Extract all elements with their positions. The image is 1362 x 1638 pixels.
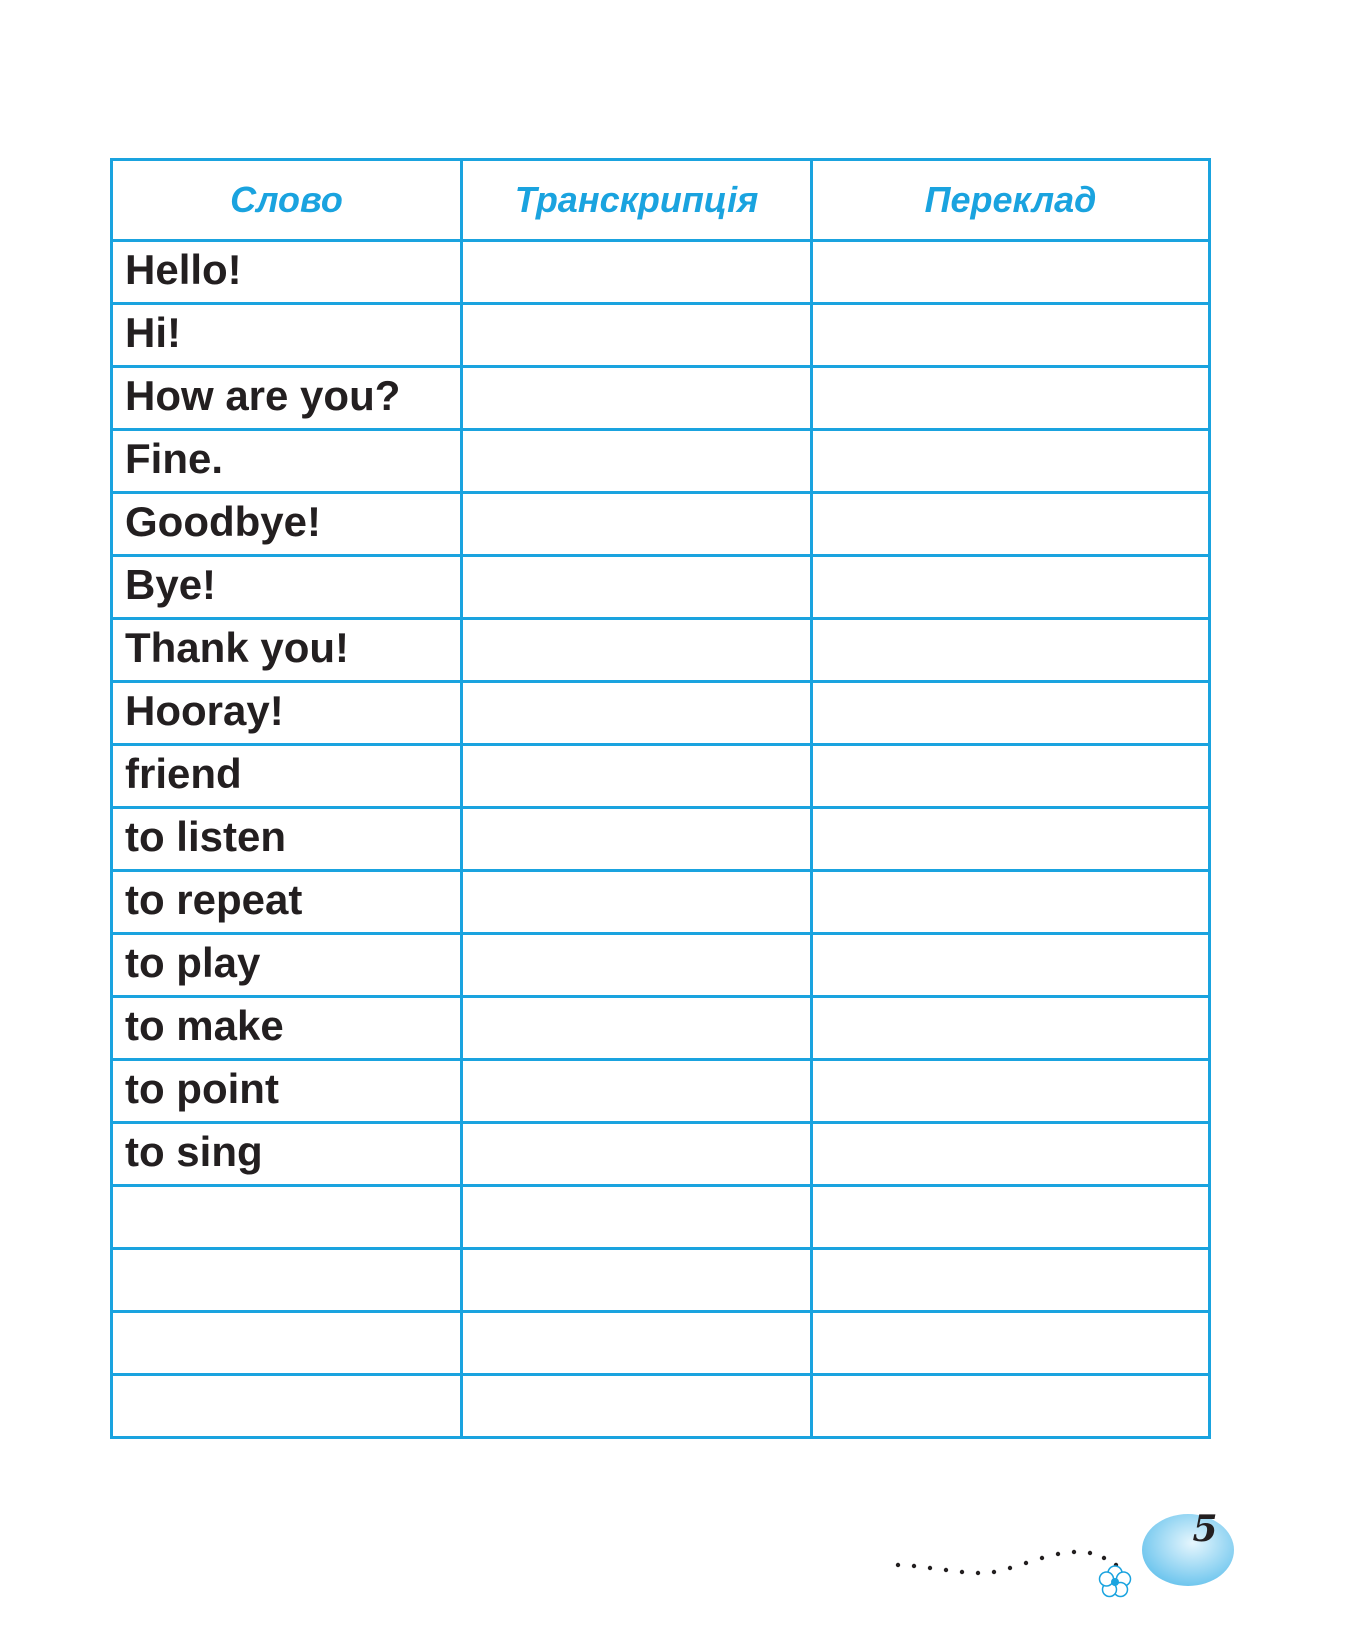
- table-row: [112, 1312, 1210, 1375]
- word-cell: Hi!: [112, 304, 462, 367]
- word-cell: to sing: [112, 1123, 462, 1186]
- translation-cell[interactable]: [812, 619, 1210, 682]
- word-cell: to play: [112, 934, 462, 997]
- translation-cell[interactable]: [812, 1186, 1210, 1249]
- table-row: [112, 619, 1210, 682]
- translation-cell[interactable]: [812, 241, 1210, 304]
- translation-cell[interactable]: [812, 997, 1210, 1060]
- word-cell: to listen: [112, 808, 462, 871]
- page-number: 5: [1192, 1508, 1218, 1550]
- word-cell: [112, 1312, 462, 1375]
- word-cell: Fine.: [112, 430, 462, 493]
- page-number-decoration: [890, 1490, 1240, 1600]
- table-row: [112, 367, 1210, 430]
- table-row: [112, 1375, 1210, 1438]
- table-row: [112, 241, 1210, 304]
- word-cell: friend: [112, 745, 462, 808]
- word-cell: [112, 1375, 462, 1438]
- transcription-cell[interactable]: [462, 1312, 812, 1375]
- translation-cell[interactable]: [812, 934, 1210, 997]
- translation-cell[interactable]: [812, 1375, 1210, 1438]
- transcription-cell[interactable]: [462, 619, 812, 682]
- translation-cell[interactable]: [812, 430, 1210, 493]
- table-row: [112, 745, 1210, 808]
- table-row: [112, 556, 1210, 619]
- translation-cell[interactable]: [812, 808, 1210, 871]
- table-row: [112, 1123, 1210, 1186]
- header-word: Слово: [112, 160, 462, 241]
- translation-cell[interactable]: [812, 493, 1210, 556]
- translation-cell[interactable]: [812, 1060, 1210, 1123]
- word-cell: to repeat: [112, 871, 462, 934]
- vocabulary-table: [110, 158, 1211, 1439]
- word-cell: How are you?: [112, 367, 462, 430]
- transcription-cell[interactable]: [462, 367, 812, 430]
- dotted-trail: [896, 1550, 1118, 1575]
- transcription-cell[interactable]: [462, 430, 812, 493]
- word-cell: to make: [112, 997, 462, 1060]
- translation-cell[interactable]: [812, 871, 1210, 934]
- table-row: [112, 1249, 1210, 1312]
- word-cell: to point: [112, 1060, 462, 1123]
- transcription-cell[interactable]: [462, 1060, 812, 1123]
- transcription-cell[interactable]: [462, 934, 812, 997]
- transcription-cell[interactable]: [462, 1249, 812, 1312]
- word-cell: Goodbye!: [112, 493, 462, 556]
- transcription-cell[interactable]: [462, 304, 812, 367]
- table-row: [112, 997, 1210, 1060]
- transcription-cell[interactable]: [462, 1186, 812, 1249]
- transcription-cell[interactable]: [462, 808, 812, 871]
- translation-cell[interactable]: [812, 367, 1210, 430]
- table-row: [112, 493, 1210, 556]
- table-row: [112, 682, 1210, 745]
- table-row: [112, 808, 1210, 871]
- table-row: [112, 430, 1210, 493]
- transcription-cell[interactable]: [462, 871, 812, 934]
- flower-icon: [1100, 1566, 1131, 1597]
- table-header-row: [112, 160, 1210, 241]
- word-cell: [112, 1249, 462, 1312]
- table-row: [112, 871, 1210, 934]
- transcription-cell[interactable]: [462, 493, 812, 556]
- transcription-cell[interactable]: [462, 997, 812, 1060]
- transcription-cell[interactable]: [462, 241, 812, 304]
- table-row: [112, 934, 1210, 997]
- transcription-cell[interactable]: [462, 682, 812, 745]
- translation-cell[interactable]: [812, 304, 1210, 367]
- word-cell: Hello!: [112, 241, 462, 304]
- table-row: [112, 1186, 1210, 1249]
- word-cell: [112, 1186, 462, 1249]
- table-row: [112, 1060, 1210, 1123]
- header-translation: Переклад: [812, 160, 1210, 241]
- translation-cell[interactable]: [812, 1123, 1210, 1186]
- word-cell: Bye!: [112, 556, 462, 619]
- translation-cell[interactable]: [812, 745, 1210, 808]
- translation-cell[interactable]: [812, 1249, 1210, 1312]
- word-cell: Hooray!: [112, 682, 462, 745]
- transcription-cell[interactable]: [462, 1123, 812, 1186]
- page-number-bubble: [1142, 1514, 1234, 1586]
- word-cell: Thank you!: [112, 619, 462, 682]
- transcription-cell[interactable]: [462, 745, 812, 808]
- translation-cell[interactable]: [812, 682, 1210, 745]
- transcription-cell[interactable]: [462, 556, 812, 619]
- header-transcription: Транскрипція: [462, 160, 812, 241]
- table-row: [112, 304, 1210, 367]
- translation-cell[interactable]: [812, 1312, 1210, 1375]
- transcription-cell[interactable]: [462, 1375, 812, 1438]
- translation-cell[interactable]: [812, 556, 1210, 619]
